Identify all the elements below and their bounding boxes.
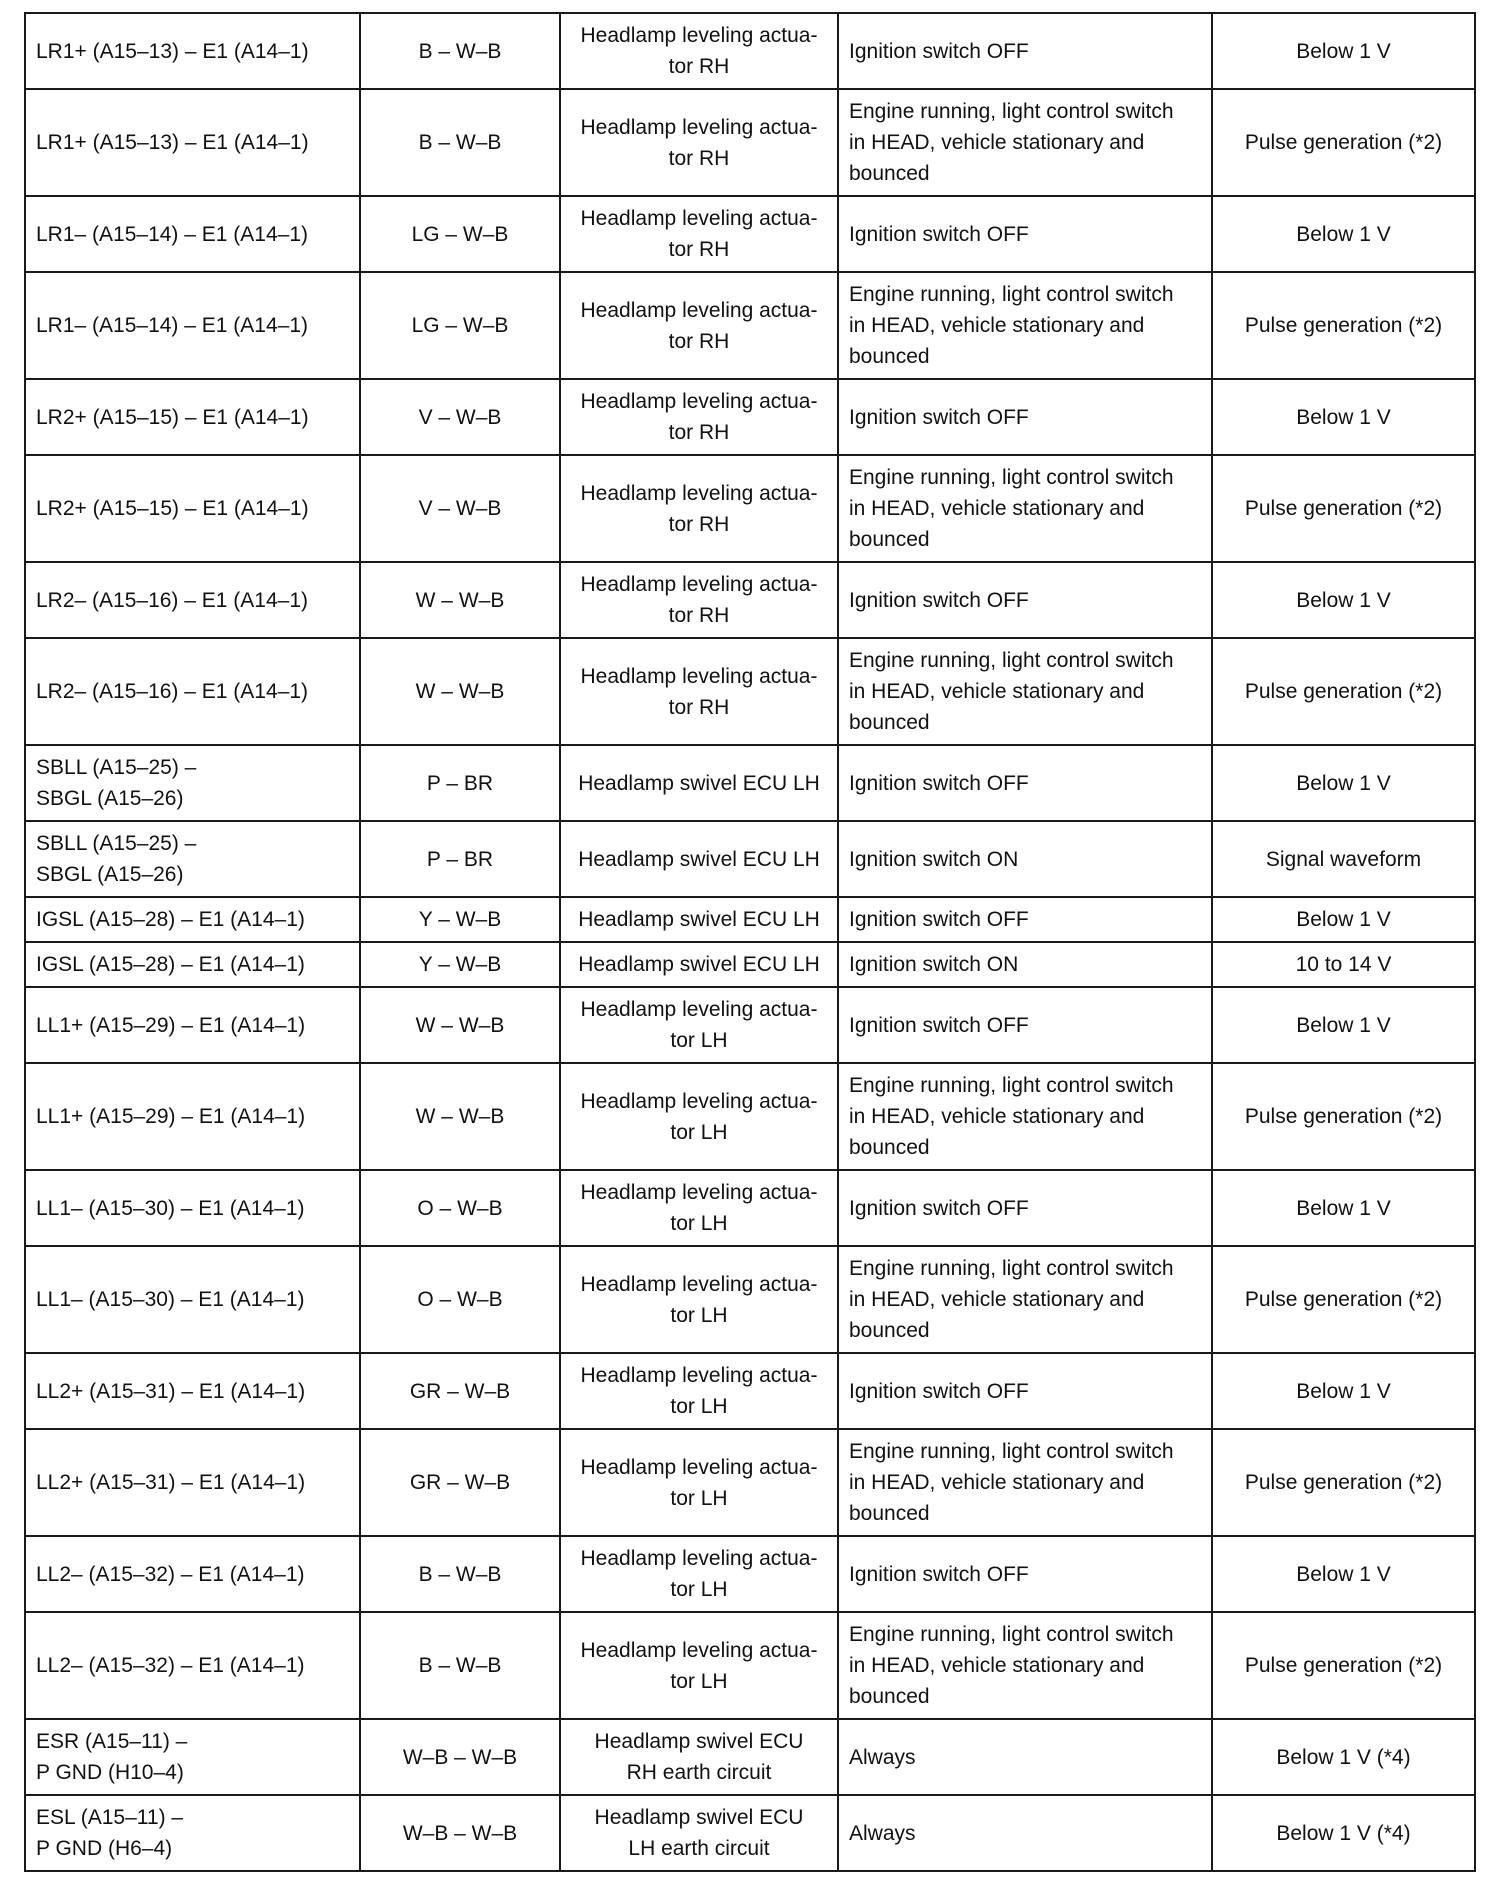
wiring-color-cell	[360, 1170, 560, 1246]
terminal-cell	[25, 196, 360, 272]
condition-cell	[838, 89, 1212, 196]
wiring-color-cell-text: V – W–B	[418, 497, 502, 520]
condition-cell-text: Engine running, light control switch in HEAD, vehicle stationary and bounced	[849, 1074, 1174, 1159]
condition-cell-text: Ignition switch ON	[849, 847, 1019, 871]
wiring-color-cell-text: V – W–B	[418, 405, 502, 429]
spec-table-body	[25, 13, 1475, 1871]
connection-cell	[560, 1795, 838, 1871]
connection-cell-text: Headlamp swivel ECU LH	[578, 847, 820, 871]
terminal-cell-text: LR1+ (A15–13) – E1 (A14–1)	[36, 131, 309, 154]
table-row	[25, 562, 1475, 638]
condition-cell	[838, 942, 1212, 987]
condition-cell-text: Ignition switch OFF	[849, 1562, 1029, 1586]
wiring-color-cell	[360, 272, 560, 379]
condition-cell	[838, 1429, 1212, 1536]
table-row	[25, 897, 1475, 942]
connection-cell	[560, 455, 838, 562]
connection-cell-text: Headlamp leveling actua- tor RH	[580, 664, 818, 719]
connection-cell	[560, 562, 838, 638]
specified-condition-cell-text: Pulse generation (*2)	[1244, 314, 1443, 337]
terminal-cell-text: LL2+ (A15–31) – E1 (A14–1)	[36, 1379, 306, 1403]
specified-condition-cell-text: Below 1 V	[1296, 1379, 1391, 1403]
connection-cell	[560, 379, 838, 455]
table-row	[25, 196, 1475, 272]
condition-cell-text: Ignition switch ON	[849, 953, 1019, 976]
connection-cell-text: Headlamp leveling actua- tor LH	[580, 1181, 818, 1235]
terminal-cell-text: LL2– (A15–32) – E1 (A14–1)	[36, 1562, 305, 1586]
wiring-color-cell-text: LG – W–B	[411, 314, 509, 337]
wiring-color-cell-text: B – W–B	[418, 1654, 502, 1677]
table-row	[25, 1719, 1475, 1795]
wiring-color-cell	[360, 1429, 560, 1536]
wiring-color-cell	[360, 1063, 560, 1170]
condition-cell	[838, 455, 1212, 562]
specified-condition-cell	[1212, 1429, 1475, 1536]
terminal-cell-text: LR1+ (A15–13) – E1 (A14–1)	[36, 39, 309, 63]
table-row	[25, 987, 1475, 1063]
condition-cell-text: Engine running, light control switch in HEAD, vehicle stationary and bounced	[849, 100, 1174, 185]
connection-cell	[560, 196, 838, 272]
specified-condition-cell-text: Pulse generation (*2)	[1244, 131, 1443, 154]
condition-cell	[838, 196, 1212, 272]
wiring-color-cell	[360, 942, 560, 987]
connection-cell-text: Headlamp leveling actua- tor RH	[580, 573, 818, 627]
table-row	[25, 1536, 1475, 1612]
condition-cell	[838, 638, 1212, 745]
table-row	[25, 1063, 1475, 1170]
terminal-cell	[25, 987, 360, 1063]
terminal-cell	[25, 1063, 360, 1170]
connection-cell-text: Headlamp swivel ECU RH earth circuit	[594, 1730, 804, 1784]
terminal-cell-text: LR1– (A15–14) – E1 (A14–1)	[36, 314, 309, 337]
wiring-color-cell-text: W – W–B	[415, 588, 505, 612]
condition-cell-text: Engine running, light control switch in HEAD, vehicle stationary and bounced	[849, 649, 1174, 734]
terminal-cell	[25, 1246, 360, 1353]
condition-cell	[838, 745, 1212, 821]
wiring-color-cell	[360, 13, 560, 89]
table-row	[25, 745, 1475, 821]
table-row	[25, 1353, 1475, 1429]
terminal-cell-text: LR2– (A15–16) – E1 (A14–1)	[36, 680, 309, 703]
connection-cell-text: Headlamp leveling actua- tor LH	[580, 1547, 818, 1601]
condition-cell	[838, 272, 1212, 379]
terminal-cell-text: IGSL (A15–28) – E1 (A14–1)	[36, 953, 305, 976]
terminal-cell-text: LL1– (A15–30) – E1 (A14–1)	[36, 1196, 305, 1220]
terminal-cell	[25, 379, 360, 455]
wiring-color-cell	[360, 638, 560, 745]
connection-cell	[560, 942, 838, 987]
terminal-cell-text: LR2+ (A15–15) – E1 (A14–1)	[36, 405, 309, 429]
terminal-cell	[25, 1612, 360, 1719]
specified-condition-cell-text: Pulse generation (*2)	[1244, 1471, 1443, 1494]
wiring-color-cell-text: Y – W–B	[418, 953, 502, 976]
wiring-color-cell-text: W–B – W–B	[402, 1821, 518, 1845]
specified-condition-cell-text: Below 1 V	[1296, 39, 1391, 63]
connection-cell-text: Headlamp leveling actua- tor RH	[580, 207, 818, 261]
connection-cell-text: Headlamp leveling actua- tor RH	[580, 390, 818, 444]
condition-cell-text: Engine running, light control switch in HEAD, vehicle stationary and bounced	[849, 1257, 1174, 1342]
wiring-color-cell-text: W – W–B	[415, 1013, 505, 1037]
specified-condition-cell	[1212, 196, 1475, 272]
specified-condition-cell	[1212, 897, 1475, 942]
specified-condition-cell-text: Pulse generation (*2)	[1244, 1288, 1443, 1311]
terminal-cell-text: IGSL (A15–28) – E1 (A14–1)	[36, 908, 305, 931]
specified-condition-cell-text: Below 1 V	[1296, 222, 1391, 246]
specified-condition-cell	[1212, 562, 1475, 638]
condition-cell	[838, 1353, 1212, 1429]
terminal-cell	[25, 745, 360, 821]
connection-cell-text: Headlamp leveling actua- tor LH	[580, 1272, 818, 1327]
terminal-cell	[25, 562, 360, 638]
condition-cell	[838, 1612, 1212, 1719]
wiring-color-cell-text: W – W–B	[415, 1105, 505, 1128]
connection-cell-text: Headlamp leveling actua- tor LH	[580, 1638, 818, 1693]
specified-condition-cell-text: Pulse generation (*2)	[1244, 497, 1443, 520]
terminal-cell	[25, 1536, 360, 1612]
table-row	[25, 272, 1475, 379]
specified-condition-cell	[1212, 1536, 1475, 1612]
wiring-color-cell	[360, 1612, 560, 1719]
terminal-cell-text: LL2– (A15–32) – E1 (A14–1)	[36, 1654, 305, 1677]
wiring-color-cell	[360, 987, 560, 1063]
table-row	[25, 1612, 1475, 1719]
wiring-color-cell	[360, 89, 560, 196]
connection-cell	[560, 1353, 838, 1429]
connection-cell-text: Headlamp leveling actua- tor RH	[580, 24, 818, 78]
condition-cell-text: Always	[849, 1745, 916, 1769]
condition-cell	[838, 821, 1212, 897]
table-row	[25, 1429, 1475, 1536]
wiring-color-cell-text: P – BR	[426, 771, 494, 795]
wiring-color-cell	[360, 1795, 560, 1871]
terminal-cell-text: LR1– (A15–14) – E1 (A14–1)	[36, 222, 309, 246]
condition-cell-text: Ignition switch OFF	[849, 771, 1029, 795]
terminal-cell	[25, 821, 360, 897]
connection-cell	[560, 1719, 838, 1795]
wiring-color-cell	[360, 897, 560, 942]
wiring-color-cell	[360, 196, 560, 272]
table-row	[25, 13, 1475, 89]
table-row	[25, 942, 1475, 987]
condition-cell-text: Ignition switch OFF	[849, 1379, 1029, 1403]
specified-condition-cell-text: Below 1 V	[1296, 908, 1391, 931]
condition-cell-text: Engine running, light control switch in HEAD, vehicle stationary and bounced	[849, 466, 1174, 551]
terminal-cell-text: SBLL (A15–25) – SBGL (A15–26)	[36, 832, 197, 886]
specified-condition-cell	[1212, 1246, 1475, 1353]
condition-cell	[838, 1719, 1212, 1795]
terminal-cell	[25, 272, 360, 379]
condition-cell-text: Ignition switch OFF	[849, 908, 1029, 931]
specified-condition-cell-text: Pulse generation (*2)	[1244, 1105, 1443, 1128]
condition-cell	[838, 1063, 1212, 1170]
condition-cell-text: Ignition switch OFF	[849, 1196, 1029, 1220]
wiring-color-cell	[360, 1353, 560, 1429]
terminal-cell-text: SBLL (A15–25) – SBGL (A15–26)	[36, 756, 197, 810]
terminal-cell-text: ESL (A15–11) – P GND (H6–4)	[36, 1806, 184, 1860]
terminal-cell-text: LL2+ (A15–31) – E1 (A14–1)	[36, 1471, 306, 1494]
terminal-cell	[25, 1170, 360, 1246]
terminal-cell	[25, 1719, 360, 1795]
specified-condition-cell	[1212, 455, 1475, 562]
specified-condition-cell-text: Signal waveform	[1265, 847, 1422, 871]
table-row	[25, 821, 1475, 897]
terminal-cell-text: LR2+ (A15–15) – E1 (A14–1)	[36, 497, 309, 520]
connection-cell	[560, 987, 838, 1063]
connection-cell-text: Headlamp leveling actua- tor RH	[580, 115, 818, 170]
terminal-cell	[25, 1353, 360, 1429]
wiring-color-cell-text: B – W–B	[418, 131, 502, 154]
connection-cell	[560, 821, 838, 897]
condition-cell-text: Ignition switch OFF	[849, 222, 1029, 246]
condition-cell-text: Ignition switch OFF	[849, 39, 1029, 63]
terminal-cell	[25, 13, 360, 89]
specified-condition-cell	[1212, 1795, 1475, 1871]
condition-cell-text: Engine running, light control switch in HEAD, vehicle stationary and bounced	[849, 1623, 1174, 1708]
specified-condition-cell	[1212, 1063, 1475, 1170]
terminal-cell	[25, 89, 360, 196]
condition-cell	[838, 1246, 1212, 1353]
specified-condition-cell	[1212, 89, 1475, 196]
specified-condition-cell-text: Below 1 V (*4)	[1276, 1821, 1411, 1845]
wiring-color-cell	[360, 379, 560, 455]
specified-condition-cell	[1212, 1719, 1475, 1795]
wiring-color-cell	[360, 455, 560, 562]
wiring-color-cell-text: W–B – W–B	[402, 1745, 518, 1769]
specified-condition-cell-text: Below 1 V	[1296, 1196, 1391, 1220]
connection-cell	[560, 1170, 838, 1246]
terminal-cell	[25, 897, 360, 942]
connection-cell-text: Headlamp swivel ECU LH earth circuit	[594, 1806, 804, 1860]
condition-cell	[838, 987, 1212, 1063]
terminal-cell-text: LL1+ (A15–29) – E1 (A14–1)	[36, 1013, 306, 1037]
condition-cell	[838, 379, 1212, 455]
connection-cell-text: Headlamp leveling actua- tor LH	[580, 1455, 818, 1510]
connection-cell	[560, 897, 838, 942]
specified-condition-cell-text: 10 to 14 V	[1295, 953, 1392, 976]
specified-condition-cell	[1212, 987, 1475, 1063]
condition-cell	[838, 1170, 1212, 1246]
terminal-cell	[25, 455, 360, 562]
connection-cell-text: Headlamp leveling actua- tor RH	[580, 481, 818, 536]
connection-cell-text: Headlamp swivel ECU LH	[578, 908, 820, 931]
condition-cell-text: Engine running, light control switch in HEAD, vehicle stationary and bounced	[849, 283, 1174, 368]
connection-cell-text: Headlamp leveling actua- tor LH	[580, 1364, 818, 1418]
specified-condition-cell	[1212, 272, 1475, 379]
specified-condition-cell	[1212, 638, 1475, 745]
terminal-cell-text: LL1+ (A15–29) – E1 (A14–1)	[36, 1105, 306, 1128]
specified-condition-cell-text: Below 1 V	[1296, 1013, 1391, 1037]
connection-cell	[560, 1536, 838, 1612]
connection-cell-text: Headlamp swivel ECU LH	[578, 771, 820, 795]
specified-condition-cell	[1212, 1612, 1475, 1719]
condition-cell	[838, 1795, 1212, 1871]
specified-condition-cell	[1212, 1353, 1475, 1429]
specified-condition-cell	[1212, 942, 1475, 987]
wiring-color-cell-text: GR – W–B	[409, 1471, 511, 1494]
wiring-color-cell-text: O – W–B	[417, 1196, 503, 1220]
connection-cell	[560, 1612, 838, 1719]
connection-cell	[560, 89, 838, 196]
condition-cell	[838, 562, 1212, 638]
specified-condition-cell-text: Below 1 V	[1296, 771, 1391, 795]
condition-cell-text: Ignition switch OFF	[849, 405, 1029, 429]
specified-condition-cell-text: Below 1 V	[1296, 588, 1391, 612]
specified-condition-cell	[1212, 13, 1475, 89]
wiring-color-cell-text: GR – W–B	[409, 1379, 511, 1403]
specified-condition-cell	[1212, 745, 1475, 821]
terminal-cell-text: LL1– (A15–30) – E1 (A14–1)	[36, 1288, 305, 1311]
terminal-cell-text: ESR (A15–11) – P GND (H10–4)	[36, 1730, 188, 1784]
terminal-cell	[25, 638, 360, 745]
terminal-cell-text: LR2– (A15–16) – E1 (A14–1)	[36, 588, 309, 612]
condition-cell-text: Engine running, light control switch in HEAD, vehicle stationary and bounced	[849, 1440, 1174, 1525]
terminal-cell	[25, 1795, 360, 1871]
wiring-color-cell	[360, 745, 560, 821]
connection-cell	[560, 1246, 838, 1353]
wiring-color-cell-text: LG – W–B	[411, 222, 509, 246]
condition-cell-text: Ignition switch OFF	[849, 1013, 1029, 1037]
table-row	[25, 1795, 1475, 1871]
condition-cell	[838, 13, 1212, 89]
wiring-color-cell-text: B – W–B	[418, 39, 502, 63]
specified-condition-cell-text: Pulse generation (*2)	[1244, 1654, 1443, 1677]
table-row	[25, 455, 1475, 562]
condition-cell	[838, 1536, 1212, 1612]
specified-condition-cell-text: Below 1 V	[1296, 1562, 1391, 1586]
connection-cell	[560, 1063, 838, 1170]
table-row	[25, 1246, 1475, 1353]
table-row	[25, 89, 1475, 196]
connection-cell-text: Headlamp leveling actua- tor LH	[580, 1089, 818, 1144]
terminal-cell	[25, 1429, 360, 1536]
wiring-color-cell	[360, 1536, 560, 1612]
wiring-color-cell-text: O – W–B	[417, 1288, 503, 1311]
wiring-color-cell	[360, 1246, 560, 1353]
connection-cell	[560, 272, 838, 379]
specified-condition-cell-text: Pulse generation (*2)	[1244, 680, 1443, 703]
connection-cell	[560, 745, 838, 821]
table-row	[25, 379, 1475, 455]
specified-condition-cell-text: Below 1 V (*4)	[1276, 1745, 1411, 1769]
table-row	[25, 1170, 1475, 1246]
wiring-color-cell-text: P – BR	[426, 847, 494, 871]
condition-cell-text: Ignition switch OFF	[849, 588, 1029, 612]
wiring-color-cell	[360, 562, 560, 638]
connection-cell	[560, 1429, 838, 1536]
connection-cell-text: Headlamp swivel ECU LH	[578, 953, 820, 976]
wiring-color-cell-text: B – W–B	[418, 1562, 502, 1586]
specified-condition-cell	[1212, 1170, 1475, 1246]
condition-cell	[838, 897, 1212, 942]
wiring-color-cell	[360, 1719, 560, 1795]
connection-cell-text: Headlamp leveling actua- tor RH	[580, 298, 818, 353]
connection-cell	[560, 13, 838, 89]
wiring-color-cell-text: W – W–B	[415, 680, 505, 703]
condition-cell-text: Always	[849, 1821, 916, 1845]
specified-condition-cell	[1212, 821, 1475, 897]
wiring-color-cell	[360, 821, 560, 897]
specified-condition-cell-text: Below 1 V	[1296, 405, 1391, 429]
specified-condition-cell	[1212, 379, 1475, 455]
terminal-cell	[25, 942, 360, 987]
connection-cell	[560, 638, 838, 745]
table-row	[25, 638, 1475, 745]
connection-cell-text: Headlamp leveling actua- tor LH	[580, 998, 818, 1052]
wiring-color-cell-text: Y – W–B	[418, 908, 502, 931]
terminal-spec-table	[24, 12, 1476, 1872]
